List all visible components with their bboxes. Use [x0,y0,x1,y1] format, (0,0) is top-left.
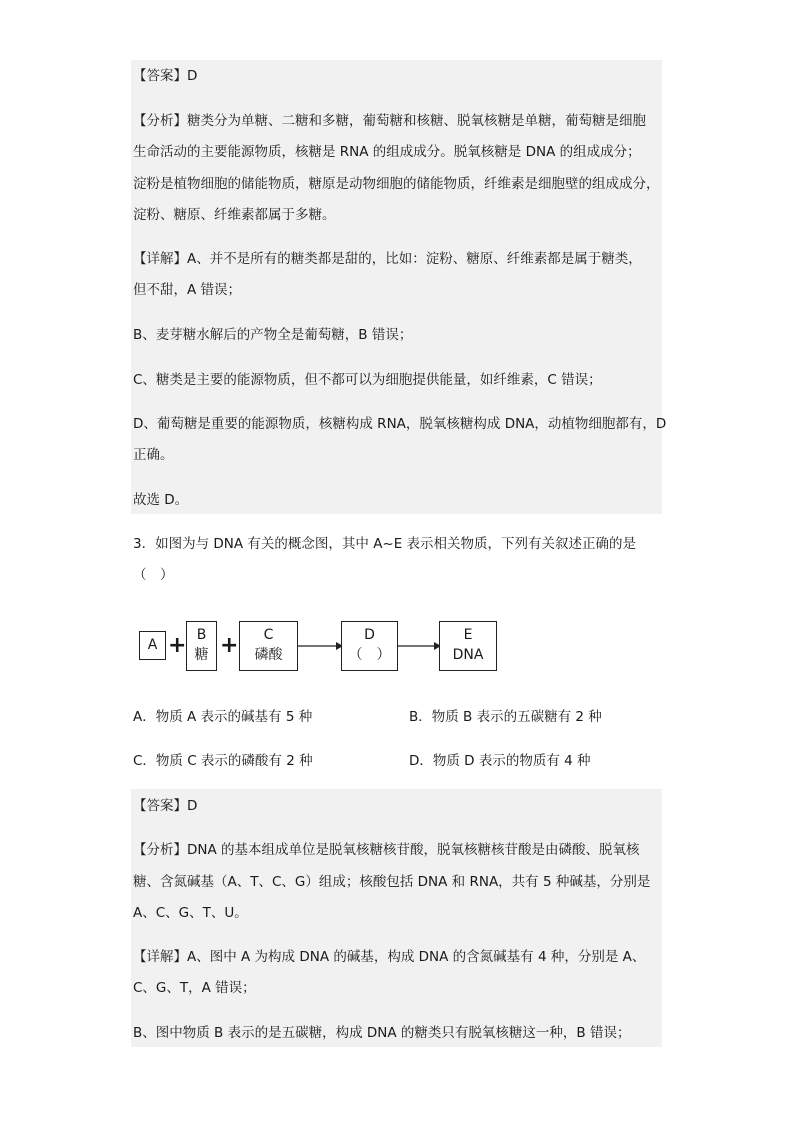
detail-d-line-1: D、葡萄糖是重要的能源物质，核糖构成 RNA，脱氧核糖构成 DNA，动植物细胞都有，D [133,416,667,432]
analysis-line-1: 【分析】糖类分为单糖、二糖和多糖，葡萄糖和核糖、脱氧核糖是单糖，葡萄糖是细胞 [133,113,646,129]
box-c-sublabel: 磷酸 [254,647,283,663]
analysis2-line-1: 【分析】DNA 的基本组成单位是脱氧核糖核苷酸，脱氧核糖核苷酸是由磷酸、脱氧核 [133,842,640,858]
plus-sign-2: + [220,633,239,658]
analysis-line-4: 淀粉、糖原、纤维素都属于多糖。 [133,207,336,223]
option-b: B．物质 B 表示的五碳糖有 2 种 [409,709,602,725]
detail2-line-1: 【详解】A、图中 A 为构成 DNA 的碱基，构成 DNA 的含氮碱基有 4 种，分别是 A、 [133,949,646,965]
detail-c: C、糖类是主要的能源物质，但不都可以为细胞提供能量，如纤维素，C 错误； [133,372,602,388]
option-d: D．物质 D 表示的物质有 4 种 [409,753,591,769]
detail-line-1: 【详解】A、并不是所有的糖类都是甜的，比如：淀粉、糖原、纤维素都是属于糖类， [133,251,642,267]
answer-line: 【答案】D [133,68,198,84]
conclusion: 故选 D。 [133,492,189,508]
box-b-sublabel: 糖 [194,647,209,663]
detail2-line-2: C、G、T，A 错误； [133,980,256,996]
question-paren: （ ） [133,567,174,583]
box-c-label: C [263,627,274,643]
box-e-label: E [463,627,473,643]
plus-sign-1: + [168,633,187,658]
arrow-d-to-e [398,640,442,652]
arrow-c-to-d [298,640,344,652]
box-d-sublabel: （ ） [348,647,391,663]
analysis2-line-3: A、C、G、T、U。 [133,905,248,921]
box-a [139,631,166,660]
detail-line-2: 但不甜，A 错误； [133,282,242,298]
box-b-label: B [196,627,207,643]
option-a: A．物质 A 表示的碱基有 5 种 [133,709,313,725]
option-c: C．物质 C 表示的磷酸有 2 种 [133,753,313,769]
analysis2-line-2: 糖、含氮碱基（A、T、C、G）组成；核酸包括 DNA 和 RNA，共有 5 种碱基，分别是 [133,874,651,890]
box-e-sublabel: DNA [452,647,484,663]
box-b [186,621,217,671]
box-d [341,621,398,671]
box-a-label: A [147,637,158,653]
question-stem: 3．如图为与 DNA 有关的概念图，其中 A~E 表示相关物质，下列有关叙述正确的是 [133,536,637,552]
box-d-label: D [364,627,375,643]
detail-d-line-2: 正确。 [133,447,174,463]
box-c [239,621,298,671]
analysis-line-2: 生命活动的主要能源物质，核糖是 RNA 的组成成分。脱氧核糖是 DNA 的组成成分； [133,144,641,160]
answer-line-2: 【答案】D [133,798,198,814]
detail-b: B、麦芽糖水解后的产物全是葡萄糖，B 错误； [133,327,413,343]
detail2-b: B、图中物质 B 表示的是五碳糖，构成 DNA 的糖类只有脱氧核糖这一种，B 错误； [133,1025,631,1041]
box-e [439,621,497,671]
analysis-line-3: 淀粉是植物细胞的储能物质，糖原是动物细胞的储能物质，纤维素是细胞壁的组成成分， [133,176,660,192]
